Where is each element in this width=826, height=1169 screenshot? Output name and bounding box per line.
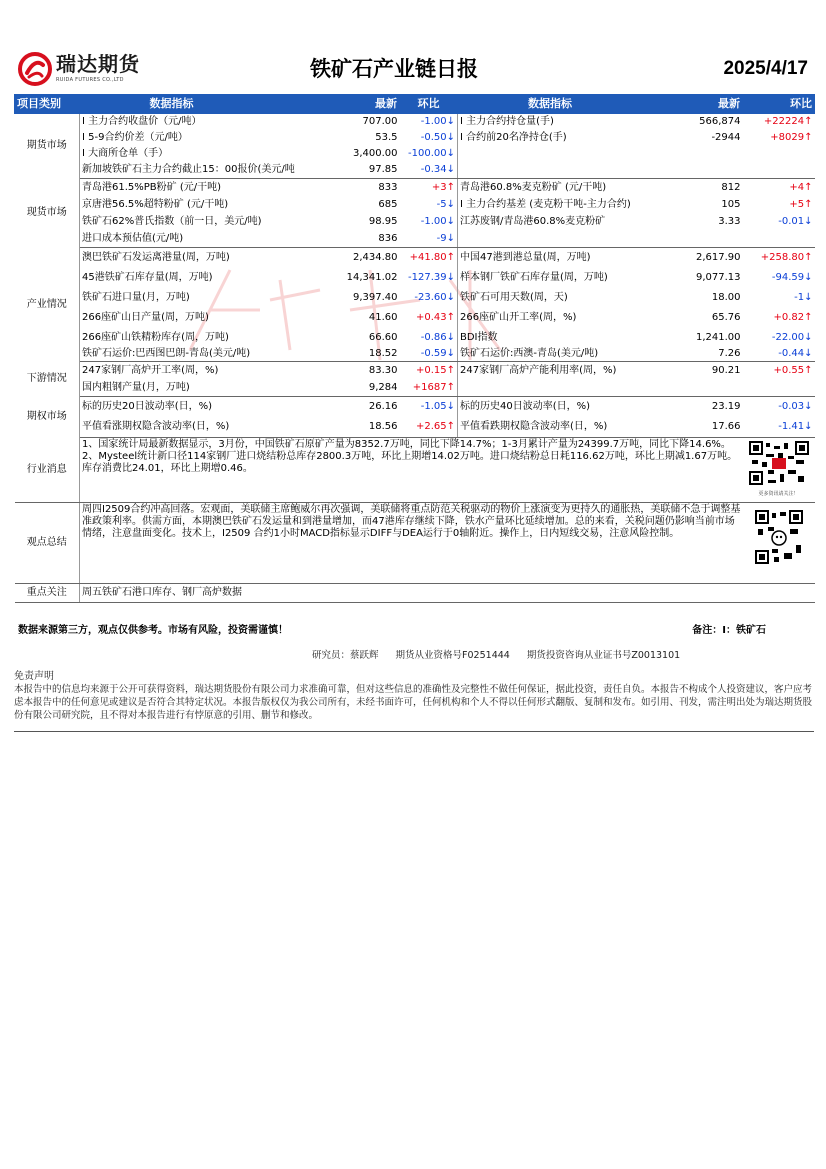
change-right: +4↑ — [789, 181, 813, 193]
indicator-left: 247家钢厂高炉开工率(周，%) — [82, 364, 219, 376]
change-left: +1687↑ — [400, 379, 458, 397]
header-latest-left: 最新 — [264, 95, 400, 114]
focus-text: 周五铁矿石港口库存、钢厂高炉数据 — [80, 584, 815, 603]
qr-caption: 更多资讯请关注！ — [758, 491, 799, 497]
table-row — [15, 288, 815, 308]
value-left: 685 — [378, 198, 398, 210]
qr-cell — [743, 438, 815, 503]
change-right — [743, 379, 815, 397]
indicator-left: 铁矿石运价:巴西图巴朗-青岛(美元/吨) — [80, 347, 264, 362]
disclaimer-title: 免责声明 — [14, 671, 54, 682]
value-right — [643, 230, 743, 248]
report-date: 2025/4/17 — [723, 58, 808, 79]
indicator-right — [458, 146, 643, 162]
value-left: 14,341.02 — [346, 272, 398, 283]
value-left: 53.5 — [375, 132, 398, 143]
value-right: 812 — [721, 181, 741, 193]
change-left: +3↑ — [400, 179, 458, 197]
header-indicator-left: 数据指标 — [80, 95, 264, 114]
analyst-info — [312, 647, 694, 661]
change-left: -100.00↓ — [400, 146, 458, 162]
value-right: -2944 — [711, 132, 741, 143]
indicator-left: 进口成本预估值(元/吨) — [80, 230, 264, 248]
license-number-1: 期货从业资格号F0251444 — [395, 650, 510, 661]
change-right: -1↓ — [794, 292, 813, 303]
change-right: -1.41↓ — [743, 417, 815, 438]
category-viewpoint: 观点总结 — [15, 503, 80, 584]
value-left: 3,400.00 — [352, 148, 398, 159]
qr-code-icon — [748, 440, 810, 486]
indicator-right: 青岛港60.8%麦克粉矿 (元/干吨) — [460, 181, 607, 193]
change-right: -0.44↓ — [743, 347, 815, 362]
category-cell: 现货市场 — [15, 179, 80, 248]
table-row — [15, 196, 815, 213]
category-focus: 重点关注 — [15, 584, 80, 603]
table-row — [15, 308, 815, 328]
change-right: +5↑ — [789, 198, 813, 210]
indicator-left: 266座矿山日产量(周，万吨) — [82, 312, 209, 323]
change-left: -0.34↓ — [400, 162, 458, 179]
change-left: +41.80↑ — [400, 248, 458, 269]
value-left: 9,397.40 — [352, 292, 398, 303]
change-left: +2.65↑ — [400, 417, 458, 438]
change-left: -1.00↓ — [400, 213, 458, 230]
disclaimer-text: 本报告中的信息均来源于公开可获得资料，瑞达期货股份有限公司力求准确可靠，但对这些信息的准确性及完整性不做任何保证，据此投资，责任自负。本报告不构成个人投资建议，客户应考虑本报告中的任何意见或建议是否符合其特定状况。本报告版权仅为我公司所有，未经书面许可，任何机构和个人不得以任何形式翻版、复制和发布。如引用、刊发，需注明出处为瑞达期货股份有限公司研究院，且不得对本报告进行有悖原意的引用、删节和修改。 — [14, 684, 813, 721]
table-row — [15, 130, 815, 146]
header-change-left: 环比 — [400, 95, 458, 114]
value-left: 98.95 — [368, 215, 398, 227]
change-left: -1.00↓ — [400, 114, 458, 131]
table-row — [15, 328, 815, 347]
indicator-left: 国内粗钢产量(月，万吨) — [80, 379, 264, 397]
company-logo — [18, 52, 140, 88]
report-title: 铁矿石产业链日报 — [310, 57, 478, 81]
disclaimer — [14, 670, 814, 722]
focus-row — [15, 584, 815, 603]
data-table — [14, 94, 815, 603]
viewpoint-row — [15, 503, 815, 584]
change-right — [743, 146, 815, 162]
table-row — [15, 230, 815, 248]
indicator-left: I 大商所仓单（手） — [82, 148, 169, 159]
table-row — [15, 362, 815, 380]
header-latest-right: 最新 — [643, 95, 743, 114]
indicator-left: 澳巴铁矿石发运离港量(周，万吨) — [82, 252, 230, 263]
indicator-right — [458, 230, 643, 248]
indicator-right: 266座矿山开工率(周，%) — [460, 312, 577, 323]
value-left: 18.52 — [264, 347, 400, 362]
header-indicator-right: 数据指标 — [458, 95, 643, 114]
change-right: +22224↑ — [763, 116, 813, 127]
table-row — [15, 347, 815, 362]
table-row — [15, 179, 815, 197]
industry-news-row — [15, 438, 815, 503]
indicator-right: BDI指数 — [460, 331, 498, 343]
category-cell: 产业情况 — [15, 248, 80, 362]
change-left: -5↓ — [400, 196, 458, 213]
value-left: 18.56 — [264, 417, 400, 438]
change-left: -0.59↓ — [400, 347, 458, 362]
value-left: 836 — [264, 230, 400, 248]
value-right: 65.76 — [711, 312, 741, 323]
table-row — [15, 379, 815, 397]
value-right: 566,874 — [699, 116, 741, 127]
change-right: -22.00↓ — [771, 331, 813, 343]
change-right: -94.59↓ — [771, 272, 813, 283]
indicator-right: I 主力合约持仓量(手) — [460, 116, 554, 127]
table-row — [15, 146, 815, 162]
indicator-left: 铁矿石进口量(月，万吨) — [82, 292, 190, 303]
viewpoint-text: 周四I2509合约冲高回落。宏观面，美联储主席鲍威尔再次强调，美联储将重点防范关税驱动的物价上涨演变为更持久的通胀热，美联储不急于调整基准政策利率。供需方面，本期澳巴铁矿石发运量和到港量增加，而47港库存继续下降，铁水产量环比延续增加。总的来看，关税问题仍影响当前市场情绪，注意盘面变化。技术上，I2509 合约1小时MACD指标显示DIFF与DEA运行于0轴附近。操作上，日内短线交易，注意风险控制。 — [80, 503, 743, 584]
change-left: -0.50↓ — [400, 130, 458, 146]
analyst-name: 研究员：蔡跃辉 — [312, 650, 379, 661]
source-note: 数据来源第三方，观点仅供参考。市场有风险，投资需谨慎！ — [18, 625, 288, 636]
indicator-left: 45港铁矿石库存量(周，万吨) — [82, 272, 213, 283]
indicator-right: 247家钢厂高炉产能利用率(周，%) — [460, 364, 617, 376]
indicator-right: 江苏废钢/青岛港60.8%麦克粉矿 — [460, 215, 606, 227]
table-row — [15, 268, 815, 288]
table-row — [15, 162, 815, 179]
indicator-left: 平值看涨期权隐含波动率(日，%) — [80, 417, 264, 438]
industry-news-text: 1、国家统计局最新数据显示，3月份，中国铁矿石原矿产量为8352.7万吨，同比下降14.7%；1-3月累计产量为24399.7万吨，同比下降14.6%。 2、Mysteel统计新口径114家钢厂进口烧结粉总库存2800.3万吨，环比上期增14.02万吨。进口烧结粉总日耗116.62万吨，环比上期减1.67万吨。库存消费比24.01，环比上期增0.46。 — [80, 438, 743, 503]
change-left: -0.86↓ — [400, 328, 458, 347]
change-left: -1.05↓ — [400, 397, 458, 418]
indicator-left: 青岛港61.5%PB粉矿 (元/干吨) — [82, 181, 222, 193]
change-left: -127.39↓ — [400, 268, 458, 288]
header-category: 项目类别 — [15, 95, 80, 114]
change-right: -0.01↓ — [778, 215, 813, 227]
value-right: 17.66 — [643, 417, 743, 438]
change-left: -9↓ — [400, 230, 458, 248]
category-cell: 下游情况 — [15, 362, 80, 397]
indicator-left: I 主力合约收盘价（元/吨） — [82, 116, 202, 127]
indicator-left: 京唐港56.5%超特粉矿 (元/干吨) — [82, 198, 229, 210]
company-name-cn: 瑞达期货 — [56, 52, 140, 76]
indicator-right — [458, 162, 643, 179]
value-right: 23.19 — [711, 401, 741, 412]
value-right: 105 — [721, 198, 741, 210]
value-left: 41.60 — [368, 312, 398, 323]
indicator-right: 铁矿石运价:西澳-青岛(美元/吨) — [458, 347, 643, 362]
category-industry-news: 行业消息 — [15, 438, 80, 503]
indicator-right: I 合约前20名净持仓(手) — [460, 132, 567, 143]
value-left: 707.00 — [362, 116, 398, 127]
indicator-right: 铁矿石可用天数(周，天) — [460, 292, 568, 303]
indicator-right: 样本钢厂铁矿石库存量(周，万吨) — [460, 272, 608, 283]
value-right — [643, 146, 743, 162]
value-right: 3.33 — [718, 215, 741, 227]
wechat-qr-icon — [754, 509, 804, 565]
value-right: 90.21 — [711, 364, 741, 376]
table-row — [15, 213, 815, 230]
category-cell: 期权市场 — [15, 397, 80, 438]
wechat-qr-cell — [743, 503, 815, 584]
value-right: 18.00 — [711, 292, 741, 303]
indicator-right: 中国47港到港总量(周，万吨) — [460, 252, 591, 263]
value-right: 9,077.13 — [695, 272, 741, 283]
table-row — [15, 248, 815, 269]
indicator-right — [458, 379, 643, 397]
header-change-right: 环比 — [743, 95, 815, 114]
value-right: 7.26 — [643, 347, 743, 362]
change-right: +8029↑ — [770, 132, 813, 143]
value-left: 833 — [378, 181, 398, 193]
category-cell: 期货市场 — [15, 114, 80, 179]
indicator-right: 平值看跌期权隐含波动率(日，%) — [458, 417, 643, 438]
change-right: +258.80↑ — [760, 252, 813, 263]
value-right — [643, 162, 743, 179]
license-number-2: 期货投资咨询从业证书号Z0013101 — [526, 650, 681, 661]
table-row — [15, 397, 815, 418]
indicator-left: 标的历史20日波动率(日，%) — [82, 401, 213, 412]
remark-note: 备注：I：铁矿石 — [692, 625, 766, 636]
indicator-right: 标的历史40日波动率(日，%) — [460, 401, 591, 412]
change-right: +0.82↑ — [773, 312, 813, 323]
table-header-row — [15, 95, 815, 114]
value-left: 97.85 — [264, 162, 400, 179]
value-left: 9,284 — [264, 379, 400, 397]
value-left: 26.16 — [368, 401, 398, 412]
indicator-right: I 主力合约基差 (麦克粉干吨-主力合约) — [460, 198, 631, 210]
change-left: +0.43↑ — [400, 308, 458, 328]
change-left: +0.15↑ — [400, 362, 458, 380]
value-left: 83.30 — [368, 364, 398, 376]
ruida-logo-icon — [18, 52, 52, 86]
value-left: 66.60 — [368, 331, 398, 343]
change-right: +0.55↑ — [773, 364, 813, 376]
value-right: 2,617.90 — [695, 252, 741, 263]
indicator-left: 266座矿山铁精粉库存(周，万吨) — [82, 331, 229, 343]
change-right: -0.03↓ — [778, 401, 813, 412]
indicator-left: 新加坡铁矿石主力合约截止15：00报价(美元/吨 — [80, 162, 264, 179]
bottom-rule — [14, 731, 814, 732]
indicator-left: 铁矿石62%普氏指数（前一日，美元/吨) — [82, 215, 262, 227]
change-right — [743, 230, 815, 248]
value-left: 2,434.80 — [352, 252, 398, 263]
table-row — [15, 417, 815, 438]
value-right — [643, 379, 743, 397]
change-right — [743, 162, 815, 179]
indicator-left: I 5-9合约价差（元/吨） — [82, 132, 188, 143]
value-right: 1,241.00 — [695, 331, 741, 343]
table-row — [15, 114, 815, 131]
company-name-en: RUIDA FUTURES CO.,LTD — [56, 77, 124, 83]
change-left: -23.60↓ — [400, 288, 458, 308]
report-header — [14, 48, 814, 92]
